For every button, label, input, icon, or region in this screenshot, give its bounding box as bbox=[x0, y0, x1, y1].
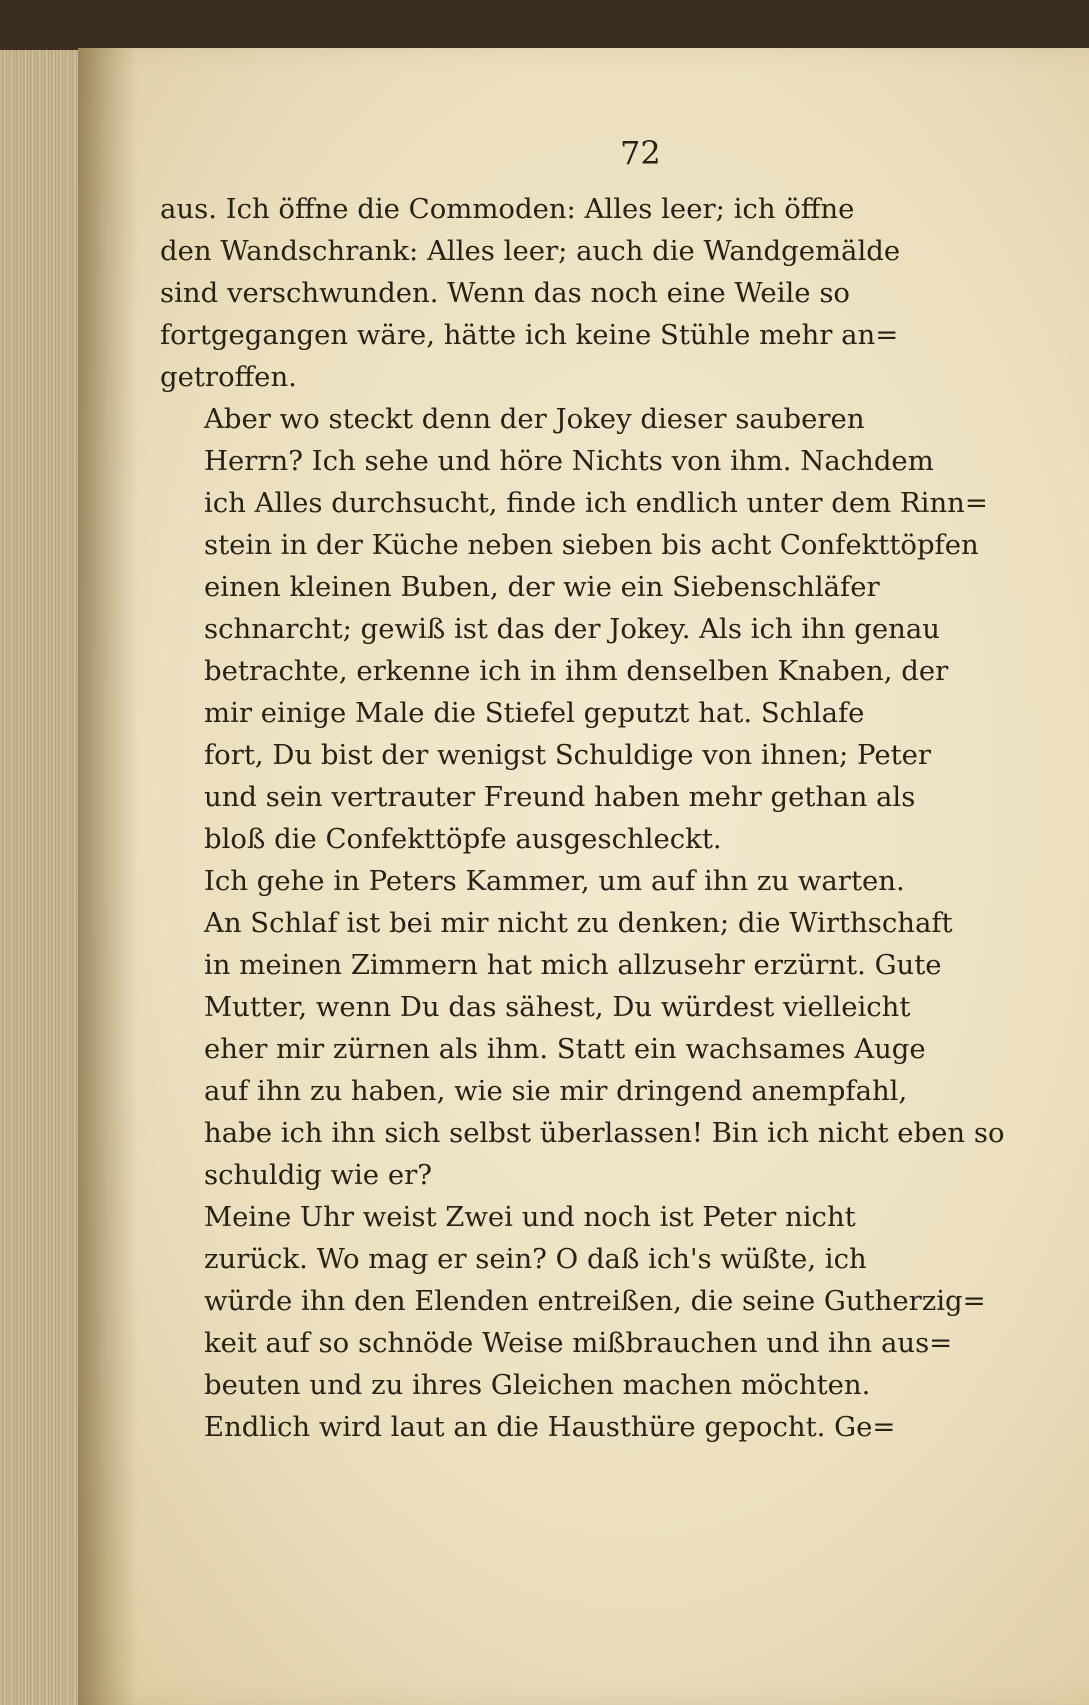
text-line: betrachte, erkenne ich in ihm denselben Knaben, der bbox=[204, 655, 949, 687]
text-line: zurück. Wo mag er sein? O daß ich's wüßte, ich bbox=[204, 1243, 867, 1275]
text-line: auf ihn zu haben, wie sie mir dringend anempfahl, bbox=[204, 1075, 908, 1107]
text-line: sind verschwunden. Wenn das noch eine Weile so bbox=[160, 277, 850, 309]
paragraph-2 bbox=[160, 398, 1025, 860]
text-line: stein in der Küche neben sieben bis acht Confekttöpfen bbox=[204, 529, 979, 561]
text-line: würde ihn den Elenden entreißen, die seine Gutherzig= bbox=[204, 1285, 986, 1317]
text-line: einen kleinen Buben, der wie ein Siebenschläfer bbox=[204, 571, 880, 603]
text-line: An Schlaf ist bei mir nicht zu denken; die Wirthschaft bbox=[204, 907, 953, 939]
text-line: fortgegangen wäre, hätte ich keine Stühle mehr an= bbox=[160, 319, 899, 351]
text-line: habe ich ihn sich selbst überlassen! Bin ich nicht eben so bbox=[204, 1117, 1005, 1149]
text-line: Mutter, wenn Du das sähest, Du würdest vielleicht bbox=[204, 991, 911, 1023]
text-line: Herrn? Ich sehe und höre Nichts von ihm. Nachdem bbox=[204, 445, 934, 477]
text-line: den Wandschrank: Alles leer; auch die Wandgemälde bbox=[160, 235, 901, 267]
page-number: 72 bbox=[620, 134, 661, 172]
text-line: Ich gehe in Peters Kammer, um auf ihn zu warten. bbox=[204, 865, 905, 897]
text-line: schuldig wie er? bbox=[204, 1159, 432, 1191]
body-text bbox=[160, 188, 1025, 1448]
text-line: beuten und zu ihres Gleichen machen möchten. bbox=[204, 1369, 871, 1401]
text-line: aus. Ich öffne die Commoden: Alles leer; ich öffne bbox=[160, 193, 855, 225]
paragraph-5 bbox=[160, 1406, 1025, 1448]
text-line: in meinen Zimmern hat mich allzusehr erzürnt. Gute bbox=[204, 949, 942, 981]
text-line: getroffen. bbox=[160, 361, 297, 393]
text-line: Meine Uhr weist Zwei und noch ist Peter nicht bbox=[204, 1201, 856, 1233]
text-line: keit auf so schnöde Weise mißbrauchen und ihn aus= bbox=[204, 1327, 953, 1359]
text-line: und sein vertrauter Freund haben mehr gethan als bbox=[204, 781, 916, 813]
text-line: Aber wo steckt denn der Jokey dieser sauberen bbox=[204, 403, 865, 435]
text-line: schnarcht; gewiß ist das der Jokey. Als ich ihn genau bbox=[204, 613, 940, 645]
text-line: bloß die Confekttöpfe ausgeschleckt. bbox=[204, 823, 722, 855]
spine-shadow bbox=[78, 48, 138, 1705]
text-line: mir einige Male die Stiefel geputzt hat. Schlafe bbox=[204, 697, 865, 729]
text-line: eher mir zürnen als ihm. Statt ein wachsames Auge bbox=[204, 1033, 926, 1065]
paragraph-3 bbox=[160, 860, 1025, 1196]
text-line: ich Alles durchsucht, finde ich endlich unter dem Rinn= bbox=[204, 487, 988, 519]
paragraph-4 bbox=[160, 1196, 1025, 1406]
paragraph-1 bbox=[160, 188, 1025, 398]
text-line: Endlich wird laut an die Hausthüre gepocht. Ge= bbox=[204, 1411, 896, 1443]
text-line: fort, Du bist der wenigst Schuldige von ihnen; Peter bbox=[204, 739, 932, 771]
